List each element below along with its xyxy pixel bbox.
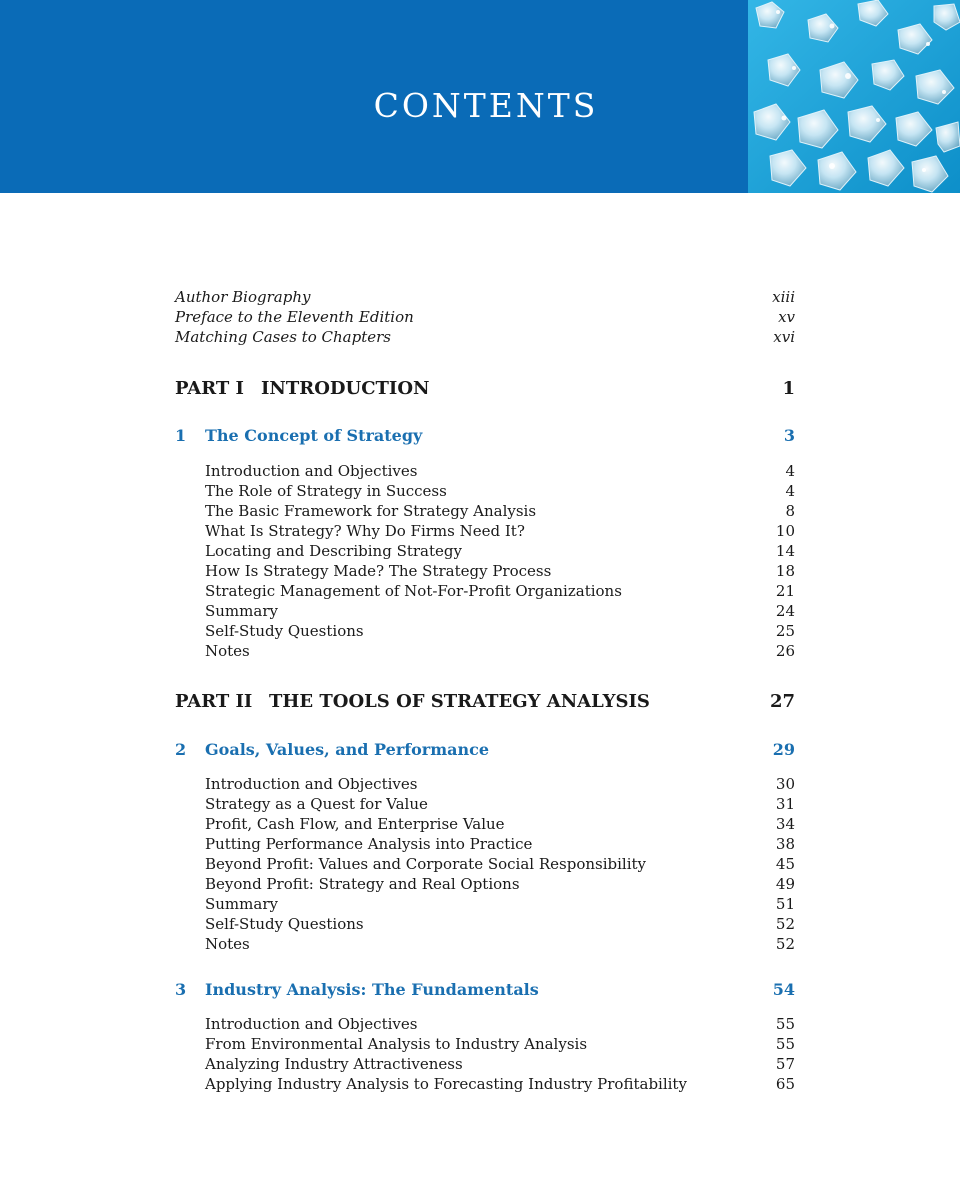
chapter-heading-1[interactable] — [175, 426, 795, 446]
chapter-heading-3[interactable] — [175, 980, 795, 1000]
toc-entry-label: Strategy as a Quest for Value — [205, 795, 428, 813]
chapter-heading-2[interactable] — [175, 740, 795, 760]
toc-entry-author-biography[interactable] — [175, 287, 795, 307]
toc-entry-page: 26 — [775, 642, 795, 660]
toc-entry-label: The Basic Framework for Strategy Analysis — [205, 502, 537, 520]
toc-entry[interactable] — [175, 1034, 795, 1054]
toc-entry-label: What Is Strategy? Why Do Firms Need It? — [205, 522, 525, 540]
toc-entry-page: 4 — [785, 482, 795, 500]
toc-entry[interactable] — [175, 501, 795, 521]
chapter-number: 1 — [175, 426, 187, 445]
toc-entry-page: xv — [778, 308, 795, 326]
diamonds-photo — [748, 0, 960, 193]
toc-entry-page: 49 — [775, 875, 795, 893]
toc-entry-label: Analyzing Industry Attractiveness — [205, 1055, 463, 1073]
toc-entry-page: 24 — [775, 602, 795, 620]
toc-entry-label: Beyond Profit: Strategy and Real Options — [205, 875, 520, 893]
toc-entry-label: Putting Performance Analysis into Practice — [205, 835, 533, 853]
toc-entry[interactable] — [175, 641, 795, 661]
part-heading-1[interactable] — [175, 378, 795, 400]
diamonds-image — [748, 0, 960, 193]
toc-entry-label: Introduction and Objectives — [205, 462, 418, 480]
toc-entry-label: Beyond Profit: Values and Corporate Social Responsibility — [205, 855, 647, 873]
toc-entry-page: 18 — [775, 562, 795, 580]
toc-entry-label: Strategic Management of Not-For-Profit Organizations — [205, 582, 622, 600]
toc-entry-preface[interactable] — [175, 307, 795, 327]
toc-entry-page: 57 — [775, 1055, 795, 1073]
toc-entry[interactable] — [175, 774, 795, 794]
toc-entry-label: Author Biography — [175, 288, 311, 306]
toc-entry-page: 55 — [775, 1035, 795, 1053]
part-page: 27 — [769, 691, 795, 712]
toc-entry-page: 25 — [775, 622, 795, 640]
toc-entry-page: 10 — [775, 522, 795, 540]
chapter-title: The Concept of Strategy — [205, 426, 423, 445]
toc-entry-page: 30 — [775, 775, 795, 793]
toc-entry-label: Profit, Cash Flow, and Enterprise Value — [205, 815, 505, 833]
toc-entry[interactable] — [175, 854, 795, 874]
toc-entry[interactable] — [175, 794, 795, 814]
toc-entry[interactable] — [175, 581, 795, 601]
toc-entry-label: Preface to the Eleventh Edition — [175, 308, 414, 326]
toc-entry-label: Locating and Describing Strategy — [205, 542, 462, 560]
page-title: CONTENTS — [373, 86, 599, 125]
toc-entry-page: 38 — [775, 835, 795, 853]
toc-entry-label: The Role of Strategy in Success — [205, 482, 447, 500]
toc-entry-page: 4 — [785, 462, 795, 480]
toc-entry-label: Matching Cases to Chapters — [175, 328, 391, 346]
toc-entry-label: From Environmental Analysis to Industry Analysis — [205, 1035, 588, 1053]
chapter-page: 3 — [783, 426, 795, 445]
chapter-title: Goals, Values, and Performance — [205, 740, 490, 759]
toc-entry[interactable] — [175, 521, 795, 541]
toc-entry[interactable] — [175, 541, 795, 561]
toc-entry-matching-cases[interactable] — [175, 327, 795, 347]
part-title: THE TOOLS OF STRATEGY ANALYSIS — [269, 691, 650, 712]
toc-entry-page: 34 — [775, 815, 795, 833]
toc-entry-page: 14 — [775, 542, 795, 560]
toc-entry-page: 55 — [775, 1015, 795, 1033]
toc-entry[interactable] — [175, 621, 795, 641]
toc-entry[interactable] — [175, 814, 795, 834]
toc-entry[interactable] — [175, 934, 795, 954]
toc-entry-page: 31 — [775, 795, 795, 813]
toc-entry[interactable] — [175, 461, 795, 481]
toc-entry[interactable] — [175, 601, 795, 621]
toc-entry-label: Summary — [205, 602, 278, 620]
toc-entry-label: Summary — [205, 895, 278, 913]
chapter-page: 29 — [772, 740, 795, 759]
toc-entry-page: 51 — [775, 895, 795, 913]
toc-entry-label: Self-Study Questions — [205, 622, 364, 640]
part-title: INTRODUCTION — [261, 378, 430, 399]
toc-entry-page: xiii — [772, 288, 795, 306]
toc-entry[interactable] — [175, 481, 795, 501]
toc-entry[interactable] — [175, 561, 795, 581]
toc-entry-label: Notes — [205, 935, 250, 953]
toc-entry[interactable] — [175, 1054, 795, 1074]
toc-entry-label: How Is Strategy Made? The Strategy Process — [205, 562, 552, 580]
part-number: PART I — [175, 378, 244, 399]
part-heading-2[interactable] — [175, 691, 795, 713]
part-page: 1 — [782, 378, 795, 399]
toc-entry[interactable] — [175, 1074, 795, 1094]
toc-entry-page: 65 — [775, 1075, 795, 1093]
toc-entry[interactable] — [175, 894, 795, 914]
chapter-title: Industry Analysis: The Fundamentals — [205, 980, 539, 999]
toc-entry[interactable] — [175, 1014, 795, 1034]
toc-entry-page: xvi — [773, 328, 795, 346]
toc-entry-label: Introduction and Objectives — [205, 775, 418, 793]
toc-entry[interactable] — [175, 914, 795, 934]
toc-entry-page: 45 — [775, 855, 795, 873]
chapter-number: 2 — [175, 740, 187, 759]
toc-entry-label: Applying Industry Analysis to Forecasting Industry Profitability — [205, 1075, 687, 1093]
header-band — [0, 0, 960, 193]
toc-entry-page: 8 — [785, 502, 795, 520]
toc-entry-label: Notes — [205, 642, 250, 660]
toc-entry[interactable] — [175, 834, 795, 854]
part-number: PART II — [175, 691, 253, 712]
toc-entry-page: 52 — [775, 935, 795, 953]
toc-entry[interactable] — [175, 874, 795, 894]
toc-entry-label: Introduction and Objectives — [205, 1015, 418, 1033]
toc-entry-page: 21 — [775, 582, 795, 600]
toc-entry-page: 52 — [775, 915, 795, 933]
chapter-page: 54 — [772, 980, 795, 999]
chapter-number: 3 — [175, 980, 187, 999]
toc-entry-label: Self-Study Questions — [205, 915, 364, 933]
